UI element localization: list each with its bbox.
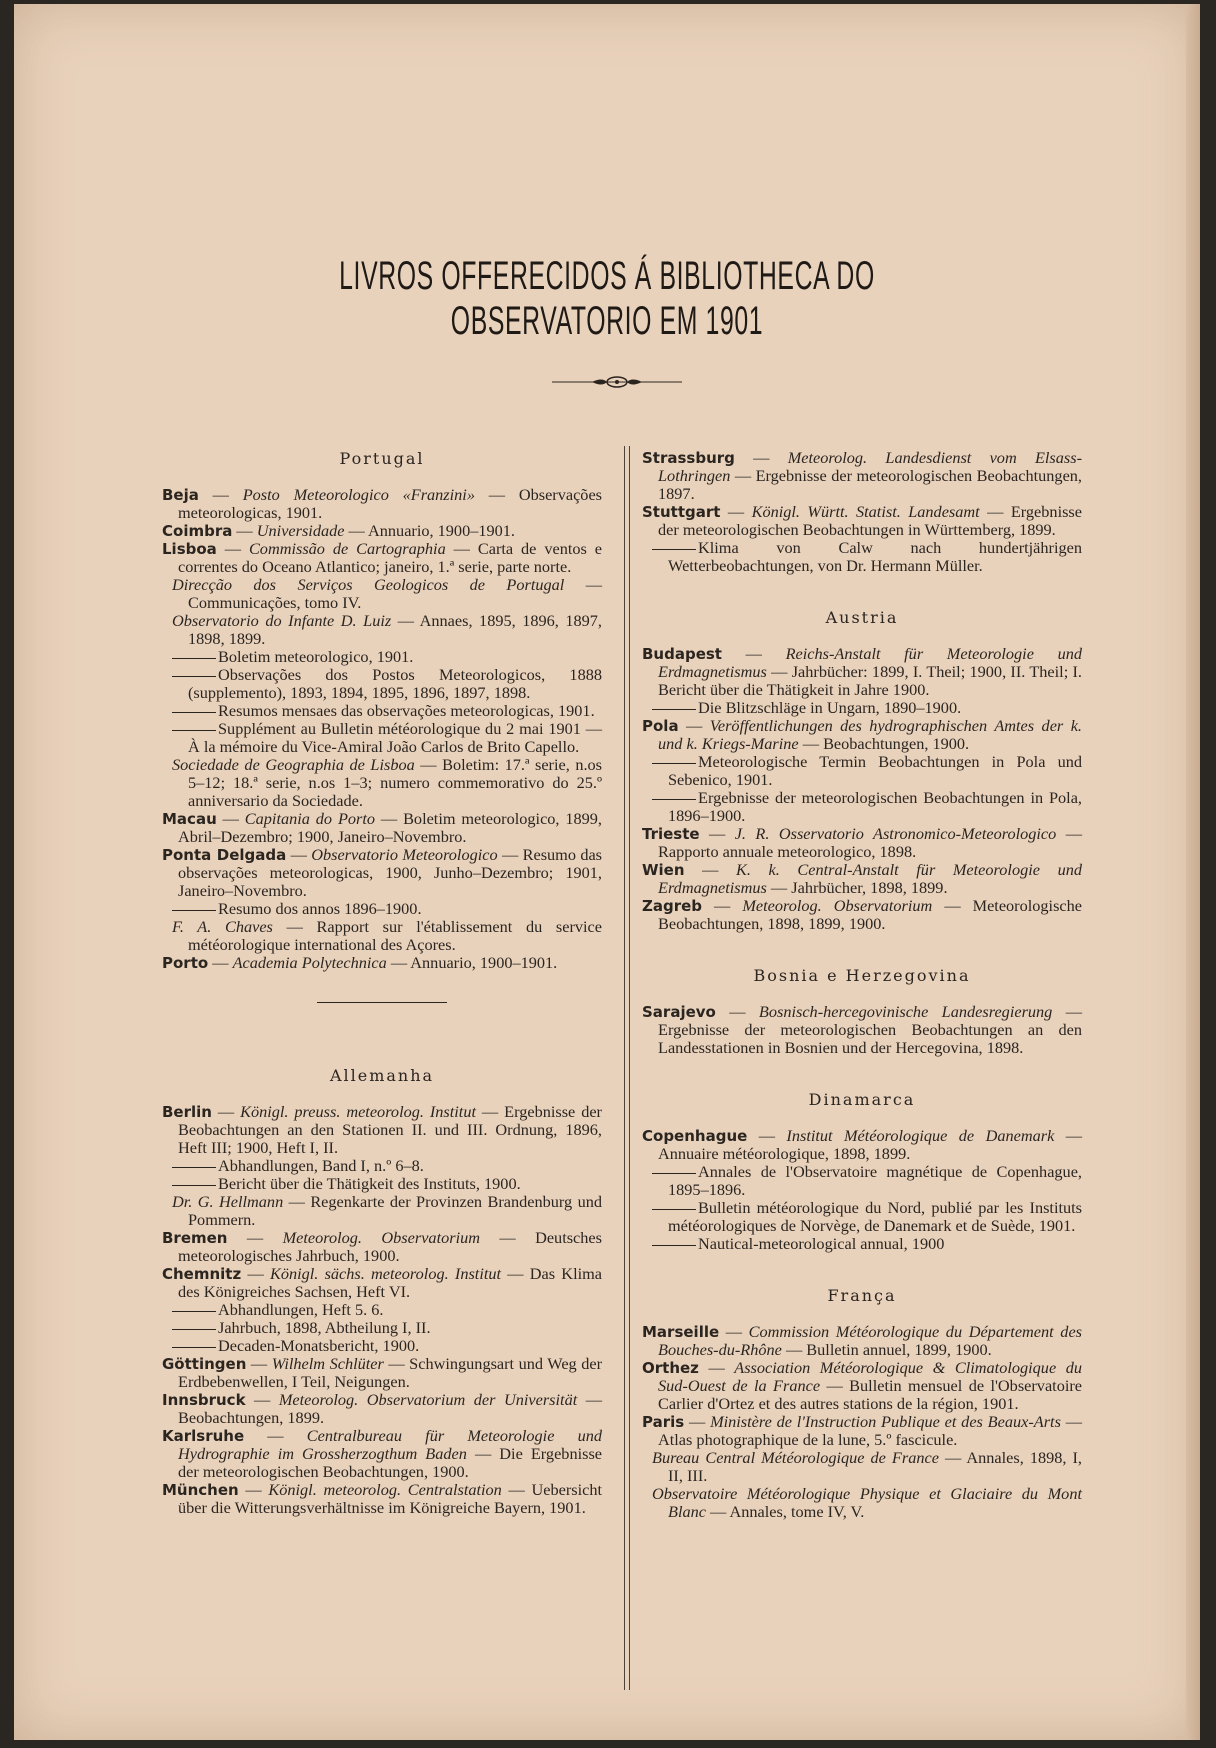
entry-source: Sociedade de Geographia de Lisboa [172,755,415,774]
entry-text: Beobachtungen, 1899. [178,1408,325,1427]
entry-text: Ergebnisse der meteorologischen Beobachtungen, 1897. [658,466,1083,503]
entry-text: Observações dos Postos Meteorologicos, 1888 (supplemento), 1893, 1894, 1895, 1896, 1897, 1898. [188,665,602,702]
entry-source: Königl. meteorolog. Centralstation [268,1480,502,1499]
ditto-dash [652,549,696,550]
entry-source: Commission Météorologique du Département des Bouches-du-Rhône [658,1322,1083,1359]
ditto-dash [172,676,216,677]
entry-source: Bosnisch-hercegovinische Landesregierung [758,1002,1053,1021]
entry-source: Association Météorologique & Climatologique du Sud-Ouest de la France [658,1358,1082,1395]
section-heading: Dinamarca [808,1090,916,1109]
catalog-entry [162,648,602,666]
catalog-entry: F. A. Chaves — Rapport sur l'établissement du service météorologique international des Açores. [172,917,603,954]
entry-place: Beja [162,486,199,504]
ditto-dash [172,730,216,731]
entry-place: Innsbruck [162,1391,246,1409]
catalog-entry [642,699,1082,717]
entry-text: Die Ergebnisse der meteorologischen Beobachtungen, 1900. [178,1444,603,1481]
entry-place: Pola [642,717,679,735]
entry-place: Wien [642,861,685,879]
catalog-entry: Berlin — Königl. preuss. meteorolog. Institut — Ergebnisse der Beobachtungen an den Stationen II. und III. Ordnung, 1896, Heft III; 1900, Heft I, II. [162,1102,602,1157]
entry-text: Jahrbücher, 1898, 1899. [791,878,948,897]
catalog-entry [642,1163,1082,1199]
entry-place: Lisboa [162,540,217,558]
entry-text: Ergebnisse der meteorologischen Beobachtungen in Pola, 1896–1900. [668,788,1082,825]
entry-source: Königl. Württ. Statist. Landesamt [751,502,980,521]
entry-source: Veröffentlichungen des hydrographischen Amtes der k. und k. Kriegs-Marine [658,716,1083,753]
entry-text: Klima von Calw nach hundertjährigen Wetterbeobachtungen, von Dr. Hermann Müller. [668,538,1082,575]
entry-text: Annuario, 1900–1901. [368,521,515,540]
entry-place: Göttingen [162,1355,247,1373]
catalog-entry: Marseille — Commission Météorologique du Département des Bouches-du-Rhône — Bulletin annuel, 1899, 1900. [642,1322,1083,1359]
entry-text: Jahrbücher: 1899, I. Theil; 1900, II. Theil; I. Bericht über die Thätigkeit in Jahre 1900. [658,662,1082,699]
entry-text: Ergebnisse der Beobachtungen an den Stationen II. und III. Ordnung, 1896, Heft III; 1900, Heft I, II. [178,1102,602,1157]
catalog-entry [162,1301,602,1319]
catalog-entry: Observatoire Météorologique Physique et Glaciaire du Mont Blanc — Annales, tome IV, V. [652,1484,1082,1521]
catalog-entry: München — Königl. meteorolog. Centralstation — Uebersicht über die Witterungsverhältnisse im Königreiche Bayern, 1901. [162,1480,602,1517]
catalog-entry: Dr. G. Hellmann — Regenkarte der Provinzen Brandenburg und Pommern. [172,1192,602,1229]
catalog-entry: Porto — Academia Polytechnica — Annuario, 1900–1901. [162,953,558,972]
catalog-entry: Paris — Ministère de l'Instruction Publique et des Beaux-Arts — Atlas photographique de la lune, 5.º fascicule. [642,1412,1082,1449]
entry-text: Boletim meteorologico, 1901. [218,647,414,666]
entry-text: Abhandlungen, Heft 5. 6. [218,1300,384,1319]
catalog-entry: Wien — K. k. Central-Anstalt für Meteorologie und Erdmagnetismus — Jahrbücher, 1898, 1899. [642,860,1082,897]
entry-text: Communicações, tomo IV. [188,593,362,612]
entry-place: Marseille [642,1323,720,1341]
section-gap [642,1253,1082,1281]
page-title: LIVROS OFFERECIDOS Á BIBLIOTHECA DO OBSERVATORIO EM 1901 [339,254,875,343]
entry-source: Königl. sächs. meteorolog. Institut [269,1264,502,1283]
entry-source: Universidade [256,521,345,540]
entry-place: Paris [642,1413,685,1431]
section-heading: França [827,1286,897,1305]
entry-text: Decaden-Monatsbericht, 1900. [218,1336,420,1355]
entry-text: Nautical-meteorological annual, 1900 [698,1234,945,1253]
catalog-entry: Coimbra — Universidade — Annuario, 1900–1901. [162,521,515,540]
entry-text: Rapport sur l'établissement du service météorologique international des Açores. [188,917,603,954]
section-heading: Portugal [339,449,425,468]
section-heading: Allemanha [329,1066,435,1085]
entry-source: Königl. preuss. meteorolog. Institut [240,1102,476,1121]
entry-text: Boletim: 17.ª serie, n.os 5–12; 18.ª serie, n.os 1–3; numero commemorativo do 25.º anniversario da Sociedade. [188,755,603,810]
section-gap [162,1033,602,1061]
entry-text: Resumo das observações meteorologicas, 1900, Junho–Dezembro; 1901, Janeiro–Novembro. [178,845,603,900]
catalog-entry: Stuttgart — Königl. Württ. Statist. Landesamt — Ergebnisse der meteorologischen Beobachtungen in Württemberg, 1899. [642,502,1082,539]
entry-place: Zagreb [642,897,703,915]
entry-source: Meteorolog. Observatorium [742,896,933,915]
entry-place: Sarajevo [642,1003,716,1021]
catalog-entry [162,1175,602,1193]
entry-text: Atlas photographique de la lune, 5.º fascicule. [658,1430,958,1449]
entry-place: Chemnitz [162,1265,242,1283]
entry-text: Ergebnisse der meteorologischen Beobachtungen in Württemberg, 1899. [658,502,1082,539]
entry-source: Centralbureau für Meteorologie und Hydrographie im Grossherzogthum Baden [178,1426,603,1463]
catalog-entry: Beja — Posto Meteorologico «Franzini» — Observações meteorologicas, 1901. [162,485,603,522]
book-page [14,4,1200,1740]
entry-source: Meteorolog. Landesdienst vom Elsass-Lothringen [658,448,1082,485]
entry-source: Observatorio Meteorologico [311,845,498,864]
entry-text: Die Blitzschläge in Ungarn, 1890–1900. [698,698,962,717]
column-divider [624,446,630,1690]
entry-source: Observatoire Météorologique Physique et Glaciaire du Mont Blanc [652,1484,1082,1521]
entry-text: Bulletin mensuel de l'Observatoire Carlier d'Ortez et des autres stations de la région, 1901. [658,1376,1083,1413]
entry-source: Direcção dos Serviços Geologicos de Portugal [172,575,565,594]
entry-text: Carta de ventos e correntes do Oceano Atlantico; janeiro, 1.ª serie, parte norte. [178,539,602,576]
entry-place: Porto [162,954,209,972]
entry-text: Schwingungsart und Weg der Erdbebenwellen, I Teil, Neigungen. [178,1354,602,1391]
catalog-entry: Budapest — Reichs-Anstalt für Meteorologie und Erdmagnetismus — Jahrbücher: 1899, I. Theil; 1900, II. Theil; I. Bericht über die Thätigkeit in Jahre 1900. [642,644,1082,699]
entry-text: Regenkarte der Provinzen Brandenburg und Pommern. [188,1192,602,1229]
section-gap [642,933,1082,961]
entry-place: Karlsruhe [162,1427,245,1445]
entry-place: München [162,1481,239,1499]
entry-text: Ergebnisse der meteorologischen Beobachtungen an den Landesstationen in Bosnien und der Hercegovina, 1898. [658,1020,1082,1057]
entry-text: Rapporto annuale meteorologico, 1898. [658,842,917,861]
catalog-entry: Strassburg — Meteorolog. Landesdienst vom Elsass-Lothringen — Ergebnisse der meteorologischen Beobachtungen, 1897. [642,448,1083,503]
catalog-entry [162,702,602,720]
entry-source: Posto Meteorologico «Franzini» [242,485,475,504]
entry-source: Academia Polytechnica [232,953,387,972]
entry-text: Annales, 1898, I, II, III. [668,1448,1082,1485]
entry-text: Resumo dos annos 1896–1900. [218,899,422,918]
catalog-entry: Bureau Central Météorologique de France — Annales, 1898, I, II, III. [652,1448,1082,1485]
catalog-entry [642,1199,1082,1235]
entry-text: Jahrbuch, 1898, Abtheilung I, II. [218,1318,431,1337]
ditto-dash [652,1173,696,1174]
catalog-entry: Innsbruck — Meteorolog. Observatorium der Universität — Beobachtungen, 1899. [162,1390,602,1427]
catalog-entry: Sociedade de Geographia de Lisboa — Boletim: 17.ª serie, n.os 5–12; 18.ª serie, n.os 1–3; numero commemorativo do 25.º anniversario da Sociedade. [172,755,603,810]
catalog-entry [642,789,1082,825]
entry-text: Annales de l'Observatoire magnétique de Copenhague, 1895–1896. [668,1162,1082,1199]
catalog-entry [642,1235,1082,1253]
section-rule [317,1002,447,1003]
entry-text: Bulletin météorologique du Nord, publié par les Instituts météorologiques de Norvège, de Danemark et de Suède, 1901. [668,1198,1082,1235]
entry-text: Uebersicht über die Witterungsverhältnisse im Königreiche Bayern, 1901. [178,1480,602,1517]
entry-place: Copenhague [642,1127,748,1145]
catalog-entry [162,720,602,756]
entry-text: Annuario, 1900–1901. [410,953,558,972]
entry-place: Ponta Delgada [162,846,287,864]
ditto-dash [172,658,216,659]
ditto-dash [652,799,696,800]
section-heading: Austria [825,608,899,627]
catalog-entry: Observatorio do Infante D. Luiz — Annaes, 1895, 1896, 1897, 1898, 1899. [172,611,603,648]
entry-place: Coimbra [162,522,233,540]
catalog-entry: Orthez — Association Météorologique & Climatologique du Sud-Ouest de la France — Bulletin mensuel de l'Observatoire Carlier d'Ortez et des autres stations de la région, 1901. [642,1358,1083,1413]
entry-source: F. A. Chaves [172,917,273,936]
entry-place: Trieste [642,825,700,843]
entry-text: Annaes, 1895, 1896, 1897, 1898, 1899. [188,611,603,648]
entry-place: Bremen [162,1229,228,1247]
catalog-entry: Sarajevo — Bosnisch-hercegovinische Landesregierung — Ergebnisse der meteorologischen Beobachtungen an den Landesstationen in Bosnien und der Hercegovina, 1898. [642,1002,1082,1057]
entry-source: J. R. Osservatorio Astronomico-Meteorologico [734,824,1057,843]
catalog-entry: Karlsruhe — Centralbureau für Meteorologie und Hydrographie im Grossherzogthum Baden — Die Ergebnisse der meteorologischen Beobachtungen, 1900. [162,1426,603,1481]
catalog-entry [162,1337,602,1355]
catalog-entry: Bremen — Meteorolog. Observatorium — Deutsches meteorologisches Jahrbuch, 1900. [162,1228,602,1265]
entry-place: Stuttgart [642,503,721,521]
ditto-dash [652,1245,696,1246]
ditto-dash [652,763,696,764]
catalog-entry [162,666,602,702]
entry-text: Meteorologische Beobachtungen, 1898, 1899, 1900. [658,896,1083,933]
entry-place: Orthez [642,1359,699,1377]
catalog-entry [162,900,602,918]
catalog-entry: Ponta Delgada — Observatorio Meteorologico — Resumo das observações meteorologicas, 1900, Junho–Dezembro; 1901, Janeiro–Novembro. [162,845,603,900]
section-heading: Bosnia e Herzegovina [753,966,971,985]
entry-text: Meteorologische Termin Beobachtungen in Pola und Sebenico, 1901. [668,752,1082,789]
catalog-entry: Göttingen — Wilhelm Schlüter — Schwingungsart und Weg der Erdbebenwellen, I Teil, Neigungen. [162,1354,602,1391]
entry-source: Dr. G. Hellmann [172,1192,284,1211]
ditto-dash [172,1167,216,1168]
entry-place: Strassburg [642,449,735,467]
catalog-entry: Zagreb — Meteorolog. Observatorium — Meteorologische Beobachtungen, 1898, 1899, 1900. [642,896,1083,933]
entry-source: Observatorio do Infante D. Luiz [172,611,392,630]
catalog-entry [162,1157,602,1175]
entry-place: Berlin [162,1103,212,1121]
catalog-entry [642,539,1082,575]
catalog-entry: Macau — Capitania do Porto — Boletim meteorologico, 1899, Abril–Dezembro; 1900, Janeiro–Novembro. [162,809,603,846]
entry-text: Observações meteorologicas, 1901. [178,485,603,522]
ditto-dash [172,712,216,713]
entry-source: K. k. Central-Anstalt für Meteorologie und Erdmagnetismus [658,860,1082,897]
entry-source: Capitania do Porto [244,809,376,828]
catalog-entry: Chemnitz — Königl. sächs. meteorolog. Institut — Das Klima des Königreiches Sachsen, Heft VI. [162,1264,603,1301]
page-fold [1186,4,1200,1740]
entry-text: Das Klima des Königreiches Sachsen, Heft VI. [178,1264,603,1301]
entry-source: Institut Météorologique de Danemark [786,1126,1055,1145]
entry-source: Ministère de l'Instruction Publique et des Beaux-Arts [710,1412,1061,1431]
entry-text: Annuaire météorologique, 1898, 1899. [658,1144,911,1163]
ornament-icon [552,374,682,390]
entry-text: Boletim meteorologico, 1899, Abril–Dezembro; 1900, Janeiro–Novembro. [178,809,603,846]
entry-source: Wilhelm Schlüter [271,1354,384,1373]
entry-source: Meteorolog. Observatorium der Universität [278,1390,578,1409]
catalog-entry: Trieste — J. R. Osservatorio Astronomico-Meteorologico — Rapporto annuale meteorologico, 1898. [642,824,1082,861]
entry-source: Bureau Central Météorologique de France [652,1448,939,1467]
ditto-dash [172,1311,216,1312]
entry-place: Budapest [642,645,722,663]
entry-text: Supplément au Bulletin météorologique du 2 mai 1901 — À la mémoire du Vice-Amiral João Carlos de Brito Capello. [188,719,602,756]
entry-source: Meteorolog. Observatorium [282,1228,480,1247]
ditto-dash [172,1329,216,1330]
entry-text: Beobachtungen, 1900. [823,734,970,753]
entry-source: Commissão de Cartographia [248,539,446,558]
entry-text: Bulletin annuel, 1899, 1900. [806,1340,992,1359]
ditto-dash [172,910,216,911]
entry-text: Deutsches meteorologisches Jahrbuch, 1900. [178,1228,602,1265]
ditto-dash [652,709,696,710]
catalog-entry [642,753,1082,789]
entry-text: Annales, tome IV, V. [729,1502,865,1521]
section-gap [642,1057,1082,1085]
right-column [642,449,1082,1521]
entry-source: Reichs-Anstalt für Meteorologie und Erdmagnetismus [658,644,1082,681]
catalog-entry: Lisboa — Commissão de Cartographia — Carta de ventos e correntes do Oceano Atlantico; janeiro, 1.ª serie, parte norte. [162,539,602,576]
ditto-dash [172,1185,216,1186]
ditto-dash [652,1209,696,1210]
section-gap [642,575,1082,603]
entry-text: Bericht über die Thätigkeit des Instituts, 1900. [218,1174,521,1193]
left-column [162,444,602,1517]
catalog-entry: Direcção dos Serviços Geologicos de Portugal — Communicações, tomo IV. [172,575,603,612]
catalog-entry: Copenhague — Institut Météorologique de Danemark — Annuaire météorologique, 1898, 1899. [642,1126,1082,1163]
entry-place: Macau [162,810,217,828]
entry-text: Resumos mensaes das observações meteorologicas, 1901. [218,701,595,720]
catalog-entry [162,1319,602,1337]
ditto-dash [172,1347,216,1348]
entry-text: Abhandlungen, Band I, n.º 6–8. [218,1156,424,1175]
catalog-entry: Pola — Veröffentlichungen des hydrographischen Amtes der k. und k. Kriegs-Marine — Beobachtungen, 1900. [642,716,1083,753]
